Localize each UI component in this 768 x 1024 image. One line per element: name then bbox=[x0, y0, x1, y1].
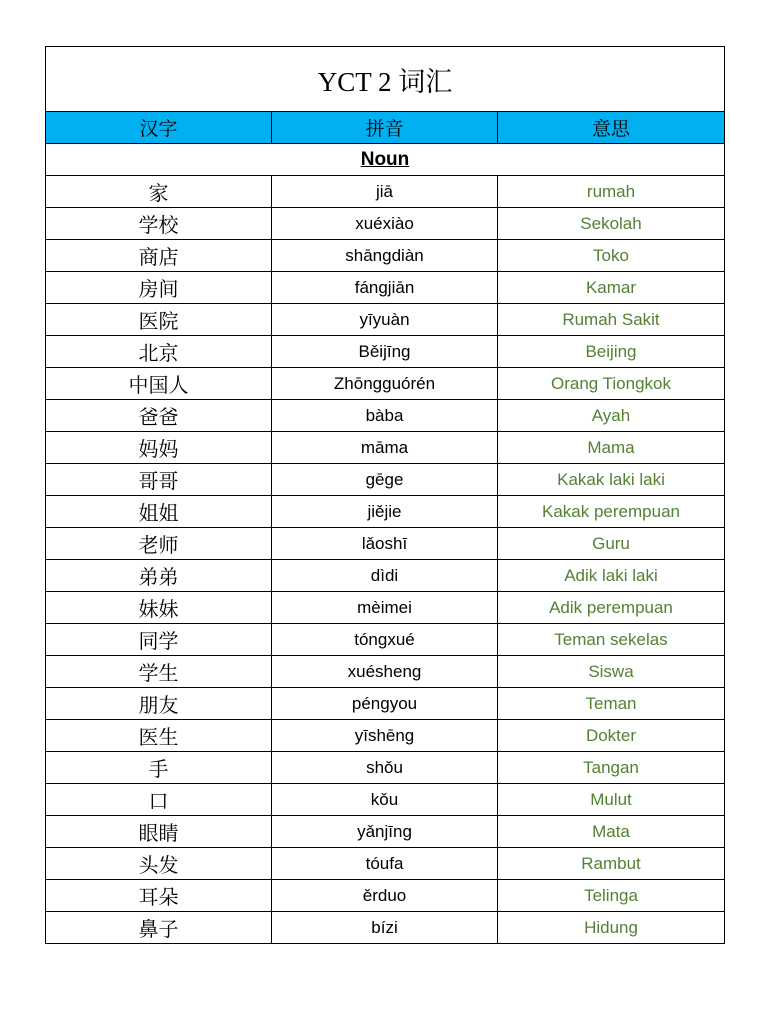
section-heading bbox=[46, 144, 725, 176]
hanzi-cell: 哥哥 bbox=[46, 464, 272, 496]
table-row bbox=[46, 336, 725, 368]
pinyin-cell: tóngxué bbox=[272, 624, 498, 656]
pinyin-cell: xuéxiào bbox=[272, 208, 498, 240]
pinyin-cell: jiā bbox=[272, 176, 498, 208]
hanzi-cell: 学校 bbox=[46, 208, 272, 240]
meaning-cell: Hidung bbox=[498, 912, 725, 944]
hanzi-cell: 爸爸 bbox=[46, 400, 272, 432]
hanzi-cell: 家 bbox=[46, 176, 272, 208]
hanzi-cell: 医院 bbox=[46, 304, 272, 336]
meaning-cell: Kakak perempuan bbox=[498, 496, 725, 528]
table-row bbox=[46, 816, 725, 848]
table-row bbox=[46, 176, 725, 208]
section-label: Noun bbox=[360, 148, 410, 170]
meaning-cell: Beijing bbox=[498, 336, 725, 368]
meaning-cell: Dokter bbox=[498, 720, 725, 752]
table-row bbox=[46, 304, 725, 336]
meaning-cell: Tangan bbox=[498, 752, 725, 784]
table-row bbox=[46, 592, 725, 624]
header-hanzi: 汉字 bbox=[46, 112, 272, 144]
hanzi-cell: 弟弟 bbox=[46, 560, 272, 592]
meaning-cell: Orang Tiongkok bbox=[498, 368, 725, 400]
hanzi-cell: 妹妹 bbox=[46, 592, 272, 624]
table-row bbox=[46, 272, 725, 304]
pinyin-cell: péngyou bbox=[272, 688, 498, 720]
pinyin-cell: shāngdiàn bbox=[272, 240, 498, 272]
table-row bbox=[46, 560, 725, 592]
header-meaning: 意思 bbox=[498, 112, 725, 144]
table-row bbox=[46, 656, 725, 688]
meaning-cell: Sekolah bbox=[498, 208, 725, 240]
meaning-cell: Adik perempuan bbox=[498, 592, 725, 624]
pinyin-cell: yǎnjīng bbox=[272, 816, 498, 848]
meaning-cell: Rumah Sakit bbox=[498, 304, 725, 336]
table-row bbox=[46, 752, 725, 784]
pinyin-cell: tóufa bbox=[272, 848, 498, 880]
table-row bbox=[46, 848, 725, 880]
hanzi-cell: 商店 bbox=[46, 240, 272, 272]
meaning-cell: Kamar bbox=[498, 272, 725, 304]
table-row bbox=[46, 240, 725, 272]
hanzi-cell: 学生 bbox=[46, 656, 272, 688]
meaning-cell: Telinga bbox=[498, 880, 725, 912]
hanzi-cell: 北京 bbox=[46, 336, 272, 368]
meaning-cell: Adik laki laki bbox=[498, 560, 725, 592]
page-title: YCT 2 词汇 bbox=[46, 47, 725, 112]
table-row bbox=[46, 784, 725, 816]
table-row bbox=[46, 528, 725, 560]
pinyin-cell: gēge bbox=[272, 464, 498, 496]
hanzi-cell: 眼睛 bbox=[46, 816, 272, 848]
meaning-cell: Toko bbox=[498, 240, 725, 272]
meaning-cell: Teman bbox=[498, 688, 725, 720]
pinyin-cell: xuésheng bbox=[272, 656, 498, 688]
meaning-cell: Mama bbox=[498, 432, 725, 464]
meaning-cell: Ayah bbox=[498, 400, 725, 432]
meaning-cell: Rambut bbox=[498, 848, 725, 880]
pinyin-cell: kǒu bbox=[272, 784, 498, 816]
hanzi-cell: 房间 bbox=[46, 272, 272, 304]
hanzi-cell: 同学 bbox=[46, 624, 272, 656]
hanzi-cell: 鼻子 bbox=[46, 912, 272, 944]
hanzi-cell: 头发 bbox=[46, 848, 272, 880]
pinyin-cell: ěrduo bbox=[272, 880, 498, 912]
header-row bbox=[46, 112, 725, 144]
hanzi-cell: 手 bbox=[46, 752, 272, 784]
table-row bbox=[46, 880, 725, 912]
pinyin-cell: bàba bbox=[272, 400, 498, 432]
hanzi-cell: 口 bbox=[46, 784, 272, 816]
pinyin-cell: Běijīng bbox=[272, 336, 498, 368]
hanzi-cell: 姐姐 bbox=[46, 496, 272, 528]
pinyin-cell: yīshēng bbox=[272, 720, 498, 752]
meaning-cell: Siswa bbox=[498, 656, 725, 688]
hanzi-cell: 老师 bbox=[46, 528, 272, 560]
hanzi-cell: 妈妈 bbox=[46, 432, 272, 464]
pinyin-cell: bízi bbox=[272, 912, 498, 944]
pinyin-cell: lǎoshī bbox=[272, 528, 498, 560]
meaning-cell: Kakak laki laki bbox=[498, 464, 725, 496]
table-row bbox=[46, 368, 725, 400]
vocabulary-table bbox=[45, 46, 725, 944]
meaning-cell: rumah bbox=[498, 176, 725, 208]
table-row bbox=[46, 720, 725, 752]
header-pinyin: 拼音 bbox=[272, 112, 498, 144]
meaning-cell: Mata bbox=[498, 816, 725, 848]
meaning-cell: Teman sekelas bbox=[498, 624, 725, 656]
table-row bbox=[46, 400, 725, 432]
hanzi-cell: 耳朵 bbox=[46, 880, 272, 912]
meaning-cell: Mulut bbox=[498, 784, 725, 816]
pinyin-cell: māma bbox=[272, 432, 498, 464]
meaning-cell: Guru bbox=[498, 528, 725, 560]
table-row bbox=[46, 688, 725, 720]
table-row bbox=[46, 912, 725, 944]
hanzi-cell: 朋友 bbox=[46, 688, 272, 720]
table-row bbox=[46, 496, 725, 528]
section-row bbox=[46, 144, 725, 176]
table-row bbox=[46, 624, 725, 656]
table-row bbox=[46, 432, 725, 464]
pinyin-cell: shǒu bbox=[272, 752, 498, 784]
title-row bbox=[46, 47, 725, 112]
table-row bbox=[46, 464, 725, 496]
hanzi-cell: 医生 bbox=[46, 720, 272, 752]
pinyin-cell: dìdi bbox=[272, 560, 498, 592]
pinyin-cell: yīyuàn bbox=[272, 304, 498, 336]
pinyin-cell: jiějie bbox=[272, 496, 498, 528]
pinyin-cell: fángjiān bbox=[272, 272, 498, 304]
pinyin-cell: Zhōngguórén bbox=[272, 368, 498, 400]
pinyin-cell: mèimei bbox=[272, 592, 498, 624]
table-row bbox=[46, 208, 725, 240]
hanzi-cell: 中国人 bbox=[46, 368, 272, 400]
